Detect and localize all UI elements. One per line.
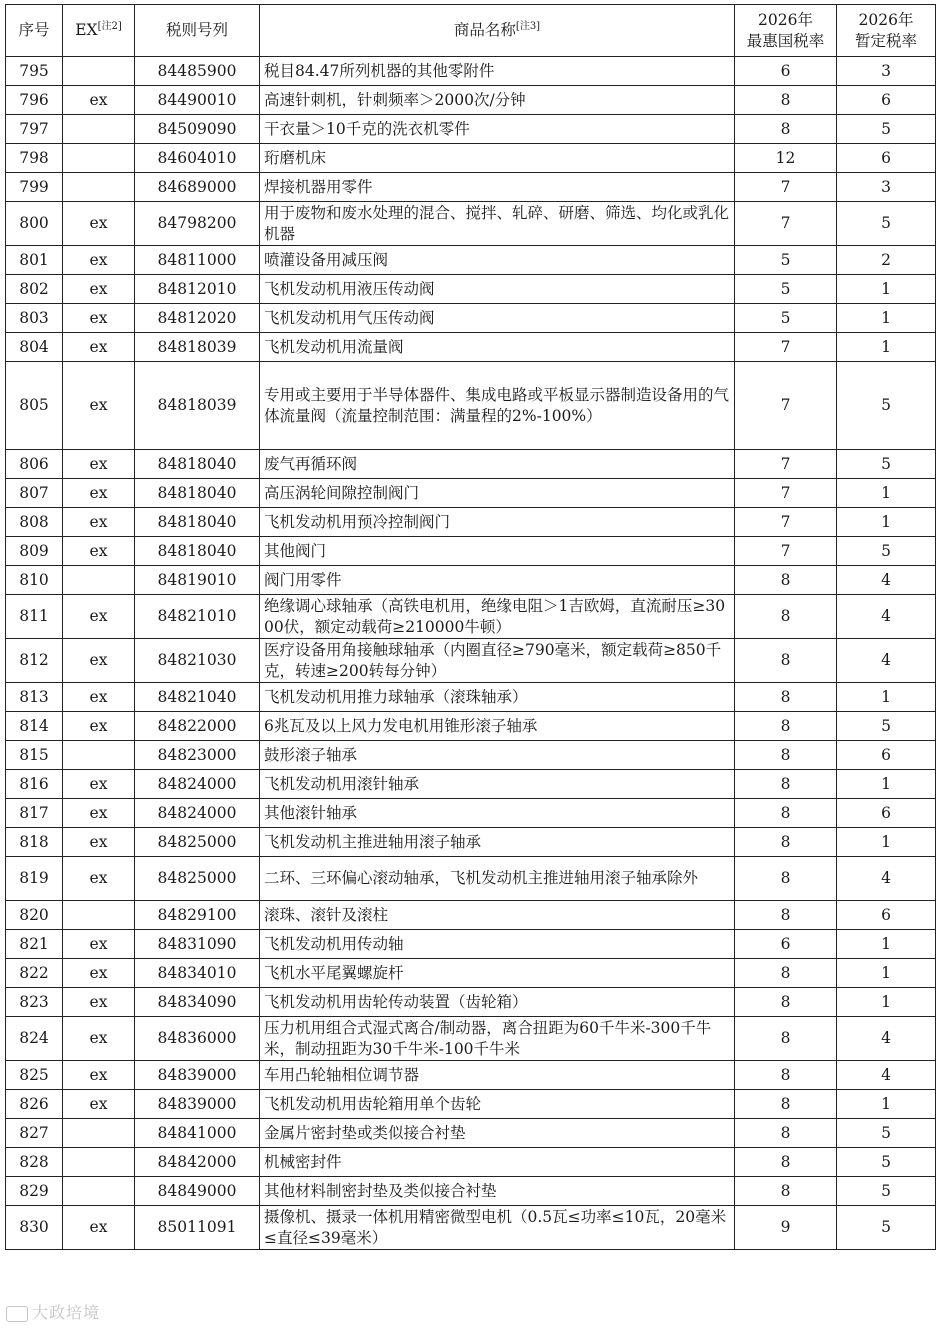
- row-seq: 802: [6, 275, 63, 304]
- table-row: [6, 333, 936, 362]
- row-seq: 814: [6, 712, 63, 741]
- header-seq: 序号: [6, 5, 63, 57]
- row-seq: 804: [6, 333, 63, 362]
- row-seq: 811: [6, 595, 63, 639]
- row-mfn-rate: 8: [735, 639, 837, 683]
- row-mfn-rate: 8: [735, 1119, 837, 1148]
- row-name: 飞机发动机用齿轮箱用单个齿轮: [260, 1090, 735, 1119]
- row-name: 飞机水平尾翼螺旋杆: [260, 959, 735, 988]
- row-provisional-rate: 1: [837, 479, 936, 508]
- row-code: 84836000: [135, 1017, 260, 1061]
- row-mfn-rate: 7: [735, 537, 837, 566]
- row-ex: [63, 1177, 135, 1206]
- row-mfn-rate: 8: [735, 712, 837, 741]
- row-seq: 795: [6, 57, 63, 86]
- table-row: [6, 1148, 936, 1177]
- table-row: [6, 202, 936, 246]
- row-seq: 813: [6, 683, 63, 712]
- row-mfn-rate: 8: [735, 1017, 837, 1061]
- table-row: [6, 566, 936, 595]
- row-seq: 810: [6, 566, 63, 595]
- row-provisional-rate: 1: [837, 683, 936, 712]
- row-name: 其他阀门: [260, 537, 735, 566]
- row-seq: 806: [6, 450, 63, 479]
- table-row: [6, 1090, 936, 1119]
- header-mfn-line1: 2026年: [758, 10, 813, 29]
- table-row: [6, 1017, 936, 1061]
- row-provisional-rate: 1: [837, 1090, 936, 1119]
- row-mfn-rate: 7: [735, 202, 837, 246]
- row-name: 其他滚针轴承: [260, 799, 735, 828]
- row-ex: ex: [63, 770, 135, 799]
- row-mfn-rate: 8: [735, 901, 837, 930]
- row-code: 84604010: [135, 144, 260, 173]
- row-code: 84829100: [135, 901, 260, 930]
- row-code: 84821040: [135, 683, 260, 712]
- row-provisional-rate: 1: [837, 333, 936, 362]
- row-seq: 801: [6, 246, 63, 275]
- table-body: [6, 57, 936, 1250]
- row-ex: [63, 901, 135, 930]
- row-name: 飞机发动机用气压传动阀: [260, 304, 735, 333]
- row-name: 焊接机器用零件: [260, 173, 735, 202]
- row-code: 84834010: [135, 959, 260, 988]
- row-name: 飞机发动机主推进轴用滚子轴承: [260, 828, 735, 857]
- row-provisional-rate: 5: [837, 362, 936, 450]
- row-ex: [63, 1119, 135, 1148]
- row-name: 滚珠、滚针及滚柱: [260, 901, 735, 930]
- row-seq: 824: [6, 1017, 63, 1061]
- row-mfn-rate: 8: [735, 1061, 837, 1090]
- table-row: [6, 144, 936, 173]
- row-seq: 828: [6, 1148, 63, 1177]
- table-row: [6, 304, 936, 333]
- row-seq: 799: [6, 173, 63, 202]
- row-name: 机械密封件: [260, 1148, 735, 1177]
- row-provisional-rate: 1: [837, 304, 936, 333]
- row-code: 84485900: [135, 57, 260, 86]
- table-row: [6, 857, 936, 901]
- row-mfn-rate: 5: [735, 246, 837, 275]
- row-seq: 812: [6, 639, 63, 683]
- row-ex: ex: [63, 1206, 135, 1250]
- table-row: [6, 741, 936, 770]
- table-row: [6, 828, 936, 857]
- table-row: [6, 537, 936, 566]
- row-name: 专用或主要用于半导体器件、集成电路或平板显示器制造设备用的气体流量阀（流量控制范围：满量程的2%-100%）: [260, 362, 735, 450]
- row-provisional-rate: 2: [837, 246, 936, 275]
- row-name: 飞机发动机用流量阀: [260, 333, 735, 362]
- row-code: 84818039: [135, 333, 260, 362]
- row-seq: 821: [6, 930, 63, 959]
- row-ex: ex: [63, 857, 135, 901]
- row-ex: ex: [63, 712, 135, 741]
- row-mfn-rate: 7: [735, 333, 837, 362]
- row-seq: 829: [6, 1177, 63, 1206]
- table-row: [6, 959, 936, 988]
- row-seq: 815: [6, 741, 63, 770]
- row-seq: 803: [6, 304, 63, 333]
- row-seq: 805: [6, 362, 63, 450]
- row-provisional-rate: 1: [837, 770, 936, 799]
- row-seq: 820: [6, 901, 63, 930]
- row-mfn-rate: 8: [735, 828, 837, 857]
- row-provisional-rate: 4: [837, 595, 936, 639]
- table-row: [6, 173, 936, 202]
- row-code: 84811000: [135, 246, 260, 275]
- row-code: 84819010: [135, 566, 260, 595]
- row-seq: 796: [6, 86, 63, 115]
- row-mfn-rate: 8: [735, 595, 837, 639]
- row-name: 阀门用零件: [260, 566, 735, 595]
- row-ex: ex: [63, 333, 135, 362]
- header-ex-note: [注2]: [97, 20, 122, 32]
- row-mfn-rate: 8: [735, 86, 837, 115]
- row-seq: 797: [6, 115, 63, 144]
- row-ex: ex: [63, 959, 135, 988]
- table-row: [6, 86, 936, 115]
- row-seq: 798: [6, 144, 63, 173]
- row-code: 84839000: [135, 1061, 260, 1090]
- row-provisional-rate: 5: [837, 1206, 936, 1250]
- row-ex: ex: [63, 639, 135, 683]
- header-name-label: 商品名称: [453, 21, 516, 39]
- row-mfn-rate: 12: [735, 144, 837, 173]
- row-name: 鼓形滚子轴承: [260, 741, 735, 770]
- table-row: [6, 362, 936, 450]
- row-name: 其他材料制密封垫及类似接合衬垫: [260, 1177, 735, 1206]
- watermark: [6, 1300, 100, 1323]
- row-mfn-rate: 9: [735, 1206, 837, 1250]
- row-mfn-rate: 8: [735, 1148, 837, 1177]
- row-name: 用于废物和废水处理的混合、搅拌、轧碎、研磨、筛选、均化或乳化机器: [260, 202, 735, 246]
- row-seq: 822: [6, 959, 63, 988]
- row-mfn-rate: 8: [735, 741, 837, 770]
- row-provisional-rate: 6: [837, 741, 936, 770]
- table-row: [6, 712, 936, 741]
- row-ex: ex: [63, 799, 135, 828]
- table-row: [6, 683, 936, 712]
- row-code: 84821030: [135, 639, 260, 683]
- row-ex: ex: [63, 450, 135, 479]
- table-row: [6, 595, 936, 639]
- row-mfn-rate: 6: [735, 57, 837, 86]
- row-name: 医疗设备用角接触球轴承（内圈直径≥790毫米，额定载荷≥850千克，转速≥200转每分钟）: [260, 639, 735, 683]
- row-provisional-rate: 5: [837, 202, 936, 246]
- row-ex: ex: [63, 1090, 135, 1119]
- row-name: 6兆瓦及以上风力发电机用锥形滚子轴承: [260, 712, 735, 741]
- row-code: 84824000: [135, 770, 260, 799]
- row-mfn-rate: 7: [735, 479, 837, 508]
- row-name: 废气再循环阀: [260, 450, 735, 479]
- row-seq: 825: [6, 1061, 63, 1090]
- row-provisional-rate: 6: [837, 86, 936, 115]
- row-provisional-rate: 5: [837, 1148, 936, 1177]
- row-name: 飞机发动机用传动轴: [260, 930, 735, 959]
- row-seq: 827: [6, 1119, 63, 1148]
- row-name: 绝缘调心球轴承（高铁电机用，绝缘电阻＞1吉欧姆，直流耐压≥3000伏，额定动载荷≥210000牛顿）: [260, 595, 735, 639]
- row-provisional-rate: 5: [837, 1119, 936, 1148]
- row-ex: ex: [63, 1061, 135, 1090]
- header-provisional-rate: [837, 5, 936, 57]
- row-name: 高压涡轮间隙控制阀门: [260, 479, 735, 508]
- row-code: 84824000: [135, 799, 260, 828]
- row-name: 喷灌设备用减压阀: [260, 246, 735, 275]
- row-name: 车用凸轮轴相位调节器: [260, 1061, 735, 1090]
- row-provisional-rate: 5: [837, 537, 936, 566]
- header-mfn-rate: [735, 5, 837, 57]
- table-row: [6, 450, 936, 479]
- row-name: 干衣量＞10千克的洗衣机零件: [260, 115, 735, 144]
- row-mfn-rate: 8: [735, 988, 837, 1017]
- watermark-text: 大政培境: [32, 1303, 101, 1322]
- row-seq: 808: [6, 508, 63, 537]
- row-name: 飞机发动机用推力球轴承（滚珠轴承）: [260, 683, 735, 712]
- row-ex: [63, 1148, 135, 1177]
- row-provisional-rate: 1: [837, 508, 936, 537]
- row-mfn-rate: 8: [735, 683, 837, 712]
- row-ex: ex: [63, 362, 135, 450]
- row-seq: 830: [6, 1206, 63, 1250]
- table-row: [6, 246, 936, 275]
- row-mfn-rate: 7: [735, 173, 837, 202]
- row-code: 84849000: [135, 1177, 260, 1206]
- row-ex: ex: [63, 595, 135, 639]
- row-mfn-rate: 8: [735, 799, 837, 828]
- row-provisional-rate: 5: [837, 450, 936, 479]
- row-code: 84839000: [135, 1090, 260, 1119]
- row-seq: 816: [6, 770, 63, 799]
- table-row: [6, 115, 936, 144]
- row-code: 84689000: [135, 173, 260, 202]
- row-seq: 800: [6, 202, 63, 246]
- row-ex: ex: [63, 246, 135, 275]
- row-provisional-rate: 1: [837, 275, 936, 304]
- row-code: 84825000: [135, 828, 260, 857]
- row-name: 飞机发动机用预冷控制阀门: [260, 508, 735, 537]
- row-ex: [63, 57, 135, 86]
- header-name: [260, 5, 735, 57]
- row-code: 84818040: [135, 450, 260, 479]
- table-row: [6, 508, 936, 537]
- row-mfn-rate: 8: [735, 115, 837, 144]
- row-seq: 818: [6, 828, 63, 857]
- table-row: [6, 1119, 936, 1148]
- row-code: 84825000: [135, 857, 260, 901]
- row-provisional-rate: 4: [837, 566, 936, 595]
- table-row: [6, 479, 936, 508]
- row-mfn-rate: 8: [735, 1177, 837, 1206]
- table-row: [6, 1177, 936, 1206]
- row-name: 摄像机、摄录一体机用精密微型电机（0.5瓦≤功率≤10瓦，20毫米≤直径≤39毫米）: [260, 1206, 735, 1250]
- row-name: 飞机发动机用液压传动阀: [260, 275, 735, 304]
- row-provisional-rate: 1: [837, 959, 936, 988]
- row-ex: ex: [63, 1017, 135, 1061]
- row-ex: ex: [63, 537, 135, 566]
- row-code: 84509090: [135, 115, 260, 144]
- row-code: 84798200: [135, 202, 260, 246]
- row-provisional-rate: 1: [837, 988, 936, 1017]
- row-mfn-rate: 7: [735, 362, 837, 450]
- row-provisional-rate: 5: [837, 115, 936, 144]
- row-mfn-rate: 8: [735, 959, 837, 988]
- row-code: 84841000: [135, 1119, 260, 1148]
- row-provisional-rate: 5: [837, 712, 936, 741]
- row-mfn-rate: 8: [735, 857, 837, 901]
- table-row: [6, 770, 936, 799]
- row-mfn-rate: 7: [735, 508, 837, 537]
- row-seq: 807: [6, 479, 63, 508]
- row-code: 84834090: [135, 988, 260, 1017]
- row-provisional-rate: 1: [837, 828, 936, 857]
- header-ex: [63, 5, 135, 57]
- row-provisional-rate: 5: [837, 1177, 936, 1206]
- row-mfn-rate: 7: [735, 450, 837, 479]
- header-ex-label: EX: [75, 21, 98, 39]
- row-mfn-rate: 5: [735, 275, 837, 304]
- row-seq: 819: [6, 857, 63, 901]
- row-code: 84818040: [135, 537, 260, 566]
- row-provisional-rate: 3: [837, 173, 936, 202]
- table-row: [6, 275, 936, 304]
- row-ex: [63, 115, 135, 144]
- row-provisional-rate: 4: [837, 1017, 936, 1061]
- header-prov-line2: 暂定税率: [854, 31, 917, 50]
- row-provisional-rate: 4: [837, 639, 936, 683]
- row-name: 飞机发动机用齿轮传动装置（齿轮箱）: [260, 988, 735, 1017]
- header-row: [6, 5, 936, 57]
- table-row: [6, 639, 936, 683]
- row-provisional-rate: 4: [837, 1061, 936, 1090]
- row-name: 税目84.47所列机器的其他零附件: [260, 57, 735, 86]
- header-name-note: [注3]: [515, 20, 541, 32]
- row-ex: ex: [63, 86, 135, 115]
- row-mfn-rate: 5: [735, 304, 837, 333]
- header-code: 税则号列: [135, 5, 260, 57]
- row-ex: [63, 741, 135, 770]
- row-ex: ex: [63, 988, 135, 1017]
- row-ex: ex: [63, 930, 135, 959]
- row-ex: ex: [63, 275, 135, 304]
- row-provisional-rate: 6: [837, 901, 936, 930]
- row-seq: 823: [6, 988, 63, 1017]
- row-mfn-rate: 8: [735, 770, 837, 799]
- row-ex: [63, 566, 135, 595]
- row-ex: [63, 144, 135, 173]
- row-mfn-rate: 8: [735, 566, 837, 595]
- row-code: 84822000: [135, 712, 260, 741]
- row-code: 84490010: [135, 86, 260, 115]
- row-mfn-rate: 8: [735, 1090, 837, 1119]
- row-ex: ex: [63, 683, 135, 712]
- row-provisional-rate: 1: [837, 930, 936, 959]
- table-row: [6, 988, 936, 1017]
- header-prov-line1: 2026年: [858, 10, 914, 29]
- row-mfn-rate: 6: [735, 930, 837, 959]
- row-code: 84823000: [135, 741, 260, 770]
- row-name: 珩磨机床: [260, 144, 735, 173]
- row-name: 飞机发动机用滚针轴承: [260, 770, 735, 799]
- table-row: [6, 1061, 936, 1090]
- row-provisional-rate: 6: [837, 799, 936, 828]
- row-code: 84818039: [135, 362, 260, 450]
- tariff-table: [5, 4, 936, 1250]
- row-code: 84821010: [135, 595, 260, 639]
- row-provisional-rate: 6: [837, 144, 936, 173]
- row-ex: ex: [63, 828, 135, 857]
- table-row: [6, 901, 936, 930]
- row-seq: 817: [6, 799, 63, 828]
- row-name: 金属片密封垫或类似接合衬垫: [260, 1119, 735, 1148]
- row-seq: 809: [6, 537, 63, 566]
- header-mfn-line2: 最惠国税率: [746, 31, 825, 50]
- row-code: 84818040: [135, 479, 260, 508]
- table-row: [6, 799, 936, 828]
- row-seq: 826: [6, 1090, 63, 1119]
- row-name: 压力机用组合式湿式离合/制动器，离合扭距为60千牛米-300千牛米，制动扭距为30千牛米-100千牛米: [260, 1017, 735, 1061]
- row-ex: ex: [63, 508, 135, 537]
- row-provisional-rate: 4: [837, 857, 936, 901]
- row-ex: ex: [63, 304, 135, 333]
- row-ex: ex: [63, 479, 135, 508]
- row-code: 84831090: [135, 930, 260, 959]
- row-name: 二环、三环偏心滚动轴承，飞机发动机主推进轴用滚子轴承除外: [260, 857, 735, 901]
- row-code: 84842000: [135, 1148, 260, 1177]
- row-code: 84818040: [135, 508, 260, 537]
- watermark-logo-icon: [6, 1306, 28, 1322]
- row-provisional-rate: 3: [837, 57, 936, 86]
- row-code: 84812020: [135, 304, 260, 333]
- row-ex: ex: [63, 202, 135, 246]
- table-row: [6, 1206, 936, 1250]
- row-name: 高速针刺机，针刺频率＞2000次/分钟: [260, 86, 735, 115]
- row-code: 84812010: [135, 275, 260, 304]
- row-ex: [63, 173, 135, 202]
- row-code: 85011091: [135, 1206, 260, 1250]
- table-row: [6, 57, 936, 86]
- table-row: [6, 930, 936, 959]
